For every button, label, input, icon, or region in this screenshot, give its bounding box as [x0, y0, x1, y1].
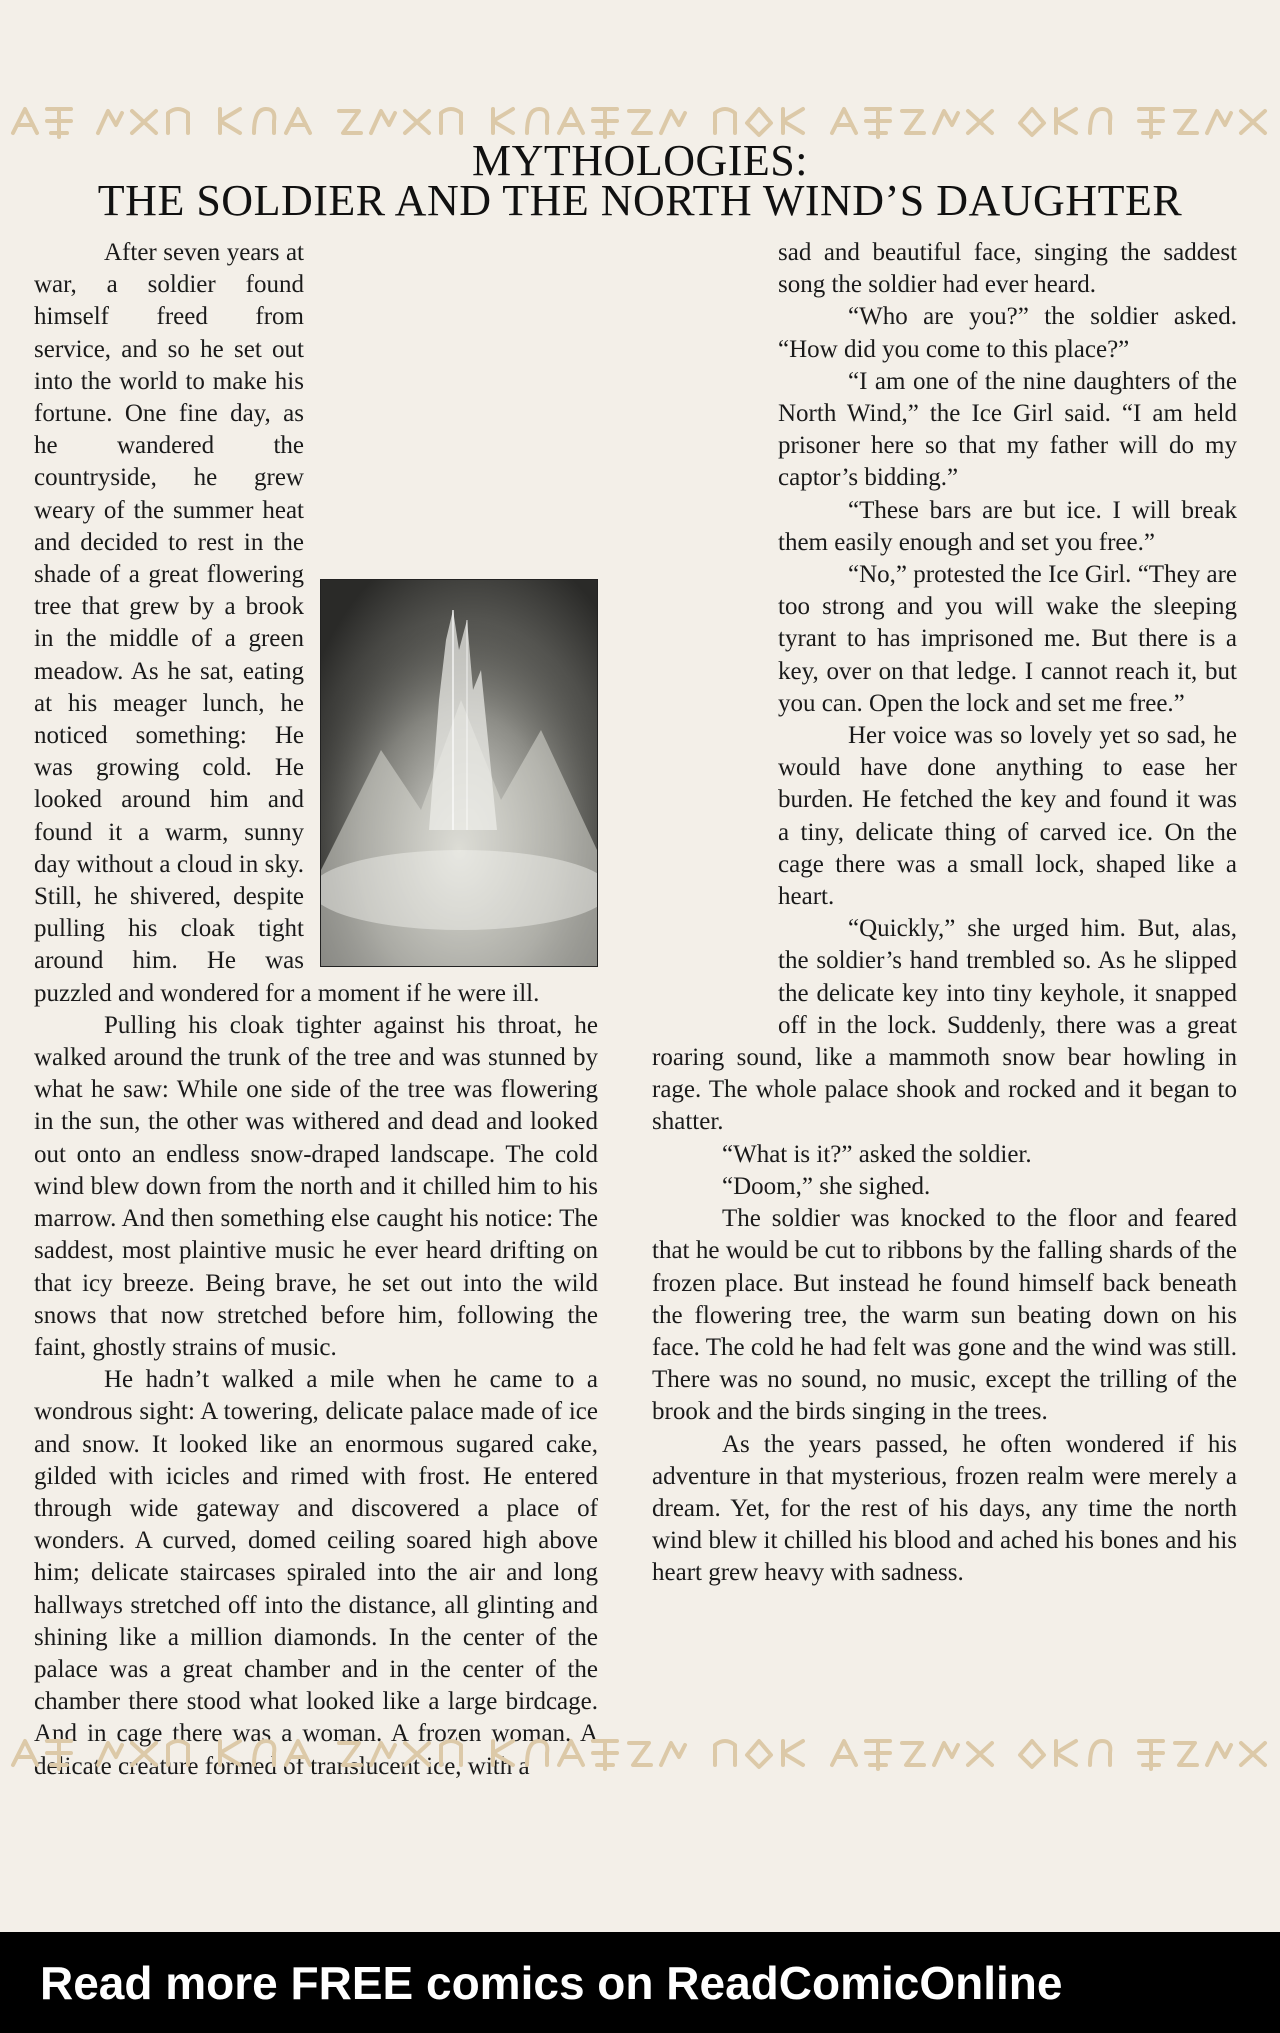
rune-glyph [441, 109, 461, 133]
ice-palace-illustration [320, 579, 598, 967]
rune-glyph [493, 1741, 513, 1765]
rune-word [214, 1735, 316, 1775]
rune-glyph [1020, 109, 1044, 135]
rune-word [214, 103, 316, 143]
rune-glyph [866, 1741, 890, 1769]
rune-glyph [934, 1743, 958, 1765]
paragraph: Pulling his cloak tighter against his throat, he walked around the trunk of the tree and was stunned by what he saw: While one side of the tree was flowering in the sun, the other was withered and dead and looked out onto an endless snow-draped landscape. The cold wind blew down from the north and it chilled him to his marrow. And then something else caught his notice: The saddest, most plaintive music he ever heard drifting on that icy breeze. Being brave, he set out into the wild snows that now stretched before him, following the faint, ghostly strains of music. [34, 1011, 598, 1361]
paragraph: “No,” protested the Ice Girl. “They are too strong and you will wake the sleeping tyrant to has imprisoned me. But there is a key, over on that ledge. I cannot reach it, but you can. Open the lock and set me free.” [778, 561, 1237, 717]
decorative-rune-border-bottom [0, 1720, 1280, 1790]
paragraph: sad and beautiful face, singing the saddest song the soldier had ever heard. [778, 239, 1237, 299]
rune-glyph [1207, 111, 1231, 133]
rune-glyph [783, 1741, 803, 1765]
rune-glyph [527, 1741, 547, 1765]
rune-glyph [1241, 1743, 1265, 1765]
rune-glyph [783, 109, 803, 133]
rune-glyph [220, 109, 240, 133]
rune-glyph [286, 1741, 310, 1765]
rune-glyph [371, 111, 395, 133]
rune-glyph [254, 1741, 274, 1765]
rune-glyph [934, 111, 958, 133]
rune-word [333, 1735, 469, 1775]
rune-word [828, 103, 998, 143]
rune-glyph [1175, 1743, 1197, 1765]
rune-glyph [168, 1741, 188, 1765]
rune-glyph [339, 111, 361, 133]
rune-glyph [661, 1743, 685, 1765]
rune-glyph [593, 109, 617, 137]
promo-footer-banner[interactable]: Read more FREE comics on ReadComicOnline [0, 1932, 1280, 2033]
rune-glyph [405, 111, 429, 133]
rune-glyph [254, 109, 274, 133]
paragraph: “Doom,” she sighed. [722, 1172, 931, 1200]
rune-glyph [339, 1743, 361, 1765]
right-text-column [652, 237, 1237, 1590]
rune-glyph [832, 1741, 856, 1765]
rune-glyph [98, 1743, 122, 1765]
paragraph: Her voice was so lovely yet so sad, he would have done anything to ease her burden. He fetched the key and found it was a tiny, delicate thing of carved ice. On the cage there was a small lock, shaped like a heart. [778, 722, 1237, 911]
rune-glyph [220, 1741, 240, 1765]
rune-glyph [47, 1741, 71, 1769]
paragraph: As the years passed, he often wondered if his adventure in that mysterious, frozen realm were merely a dream. Yet, for the rest of his days, any time the north wind blew it chilled his blood and ached his bones and his heart grew heavy with sadness. [652, 1430, 1237, 1587]
rune-word [1016, 1735, 1118, 1775]
rune-glyph [441, 1741, 461, 1765]
rune-glyph [1020, 1741, 1044, 1767]
page-title-line-1: MYTHOLOGIES: [472, 136, 808, 185]
rune-word [333, 103, 469, 143]
rune-glyph [866, 109, 890, 137]
rune-glyph [1241, 111, 1265, 133]
rune-glyph [747, 1741, 771, 1767]
paragraph: He hadn’t walked a mile when he came to a wondrous sight: A towering, delicate palace made of ice and snow. It looked like an enormous sugared cake, gilded with icicles and rimed with frost. He entered through wide gateway and discovered a place of wonders. A curved, domed ceiling soared high above him; delicate staircases spiraled into the air and long hallways stretched off into the distance, all glinting and shining like a million diamonds. In the center of the palace was a great chamber and in the center of the chamber there stood what looked like a large birdcage. And in cage there was a woman. A frozen woman. A delicate creature formed of translucent ice, with a [34, 1366, 598, 1780]
paragraph: “These bars are but ice. I will break them easily enough and set you free.” [778, 496, 1237, 556]
rune-glyph [968, 111, 992, 133]
rune-glyph [1175, 111, 1197, 133]
rune-glyph [832, 109, 856, 133]
paragraph: “Quickly,” she urged him. But, alas, the soldier’s hand trembled so. As he slipped the delicate key into tiny keyhole, it snapped off in the lock. Suddenly, there was a great roaring sound, like a mammoth snow bear howling in rage. The whole palace shook and rocked and it began to shatter. [652, 915, 1237, 1136]
rune-word [1135, 103, 1271, 143]
rune-glyph [902, 1743, 924, 1765]
rune-glyph [286, 109, 310, 133]
paragraph: “Who are you?” the soldier asked. “How did you come to this place?” [778, 303, 1237, 363]
rune-word [487, 1735, 691, 1775]
rune-glyph [559, 1741, 583, 1765]
rune-glyph [527, 109, 547, 133]
rune-glyph [493, 109, 513, 133]
rune-glyph [593, 1741, 617, 1769]
rune-word [828, 1735, 998, 1775]
rune-glyph [1090, 109, 1110, 133]
rune-glyph [1207, 1743, 1231, 1765]
paragraph: “What is it?” asked the soldier. [722, 1140, 1032, 1168]
rune-glyph [132, 1743, 156, 1765]
rune-glyph [1139, 1741, 1163, 1769]
rune-glyph [629, 1743, 651, 1765]
rune-glyph [629, 111, 651, 133]
rune-glyph [968, 1743, 992, 1765]
rune-word [9, 1735, 77, 1775]
rune-glyph [405, 1743, 429, 1765]
rune-glyph [902, 111, 924, 133]
rune-glyph [1139, 109, 1163, 137]
rune-glyph [132, 111, 156, 133]
page-title-line-2: THE SOLDIER AND THE NORTH WIND’S DAUGHTER [97, 176, 1183, 225]
rune-word [709, 1735, 811, 1775]
rune-glyph [559, 109, 583, 133]
rune-glyph [13, 1741, 37, 1765]
rune-word [94, 103, 196, 143]
paragraph: “I am one of the nine daughters of the North Wind,” the Ice Girl said. “I am held prisoner here so that my father will do my captor’s bidding.” [778, 367, 1237, 492]
rune-glyph [371, 1743, 395, 1765]
rune-word [94, 1735, 196, 1775]
rune-glyph [47, 109, 71, 137]
rune-word [9, 103, 77, 143]
rune-glyph [168, 109, 188, 133]
rune-word [1016, 103, 1118, 143]
rune-glyph [1056, 1741, 1076, 1765]
rune-glyph [715, 1741, 735, 1765]
rune-glyph [13, 109, 37, 133]
rune-glyph [747, 109, 771, 135]
rune-glyph [715, 109, 735, 133]
left-text-column [34, 237, 598, 1783]
rune-glyph [1056, 109, 1076, 133]
rune-word [1135, 1735, 1271, 1775]
rune-glyph [661, 111, 685, 133]
rune-glyph [98, 111, 122, 133]
paragraph: After seven years at war, a soldier found himself freed from service, and so he set out into the world to make his fortune. One fine day, as he wandered the countryside, he grew weary of the summer heat and decided to rest in the shade of a great flowering tree that grew by a brook in the middle of a green meadow. As he sat, eating at his meager lunch, he noticed something: He was growing cold. He looked around him and found it a warm, sunny day without a cloud in sky. Still, he shivered, despite pulling his cloak tight around him. He was puzzled and wondered for a moment if he were ill. [34, 239, 540, 1007]
paragraph: The soldier was knocked to the floor and feared that he would be cut to ribbons by the falling shards of the frozen place. But instead he found himself back beneath the flowering tree, the warm sun beating down on his face. The cold he had felt was gone and the wind was still. There was no sound, no music, except the trilling of the brook and the birds singing in the trees. [652, 1205, 1237, 1426]
rune-glyph [1090, 1741, 1110, 1765]
